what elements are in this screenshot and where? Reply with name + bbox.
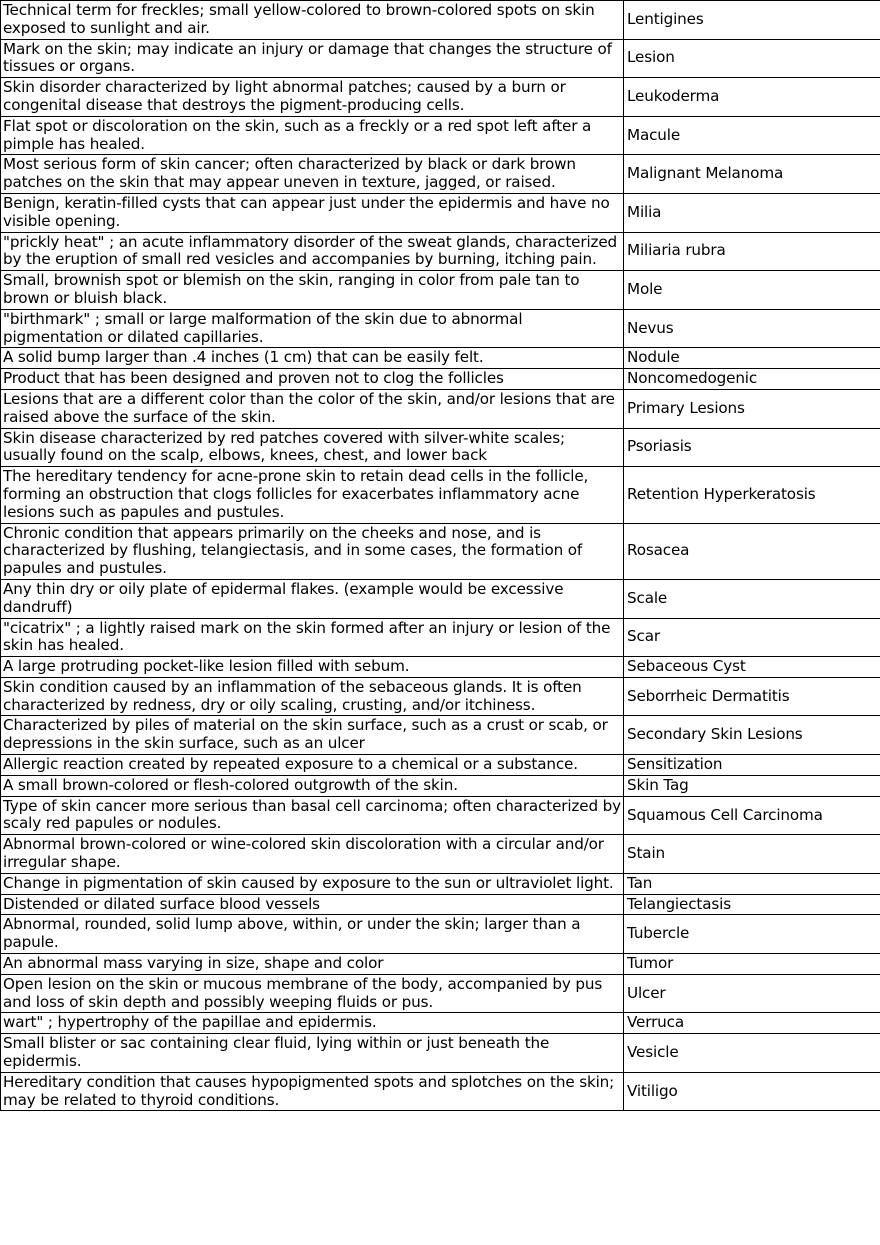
table-row	[1, 39, 880, 78]
table-row	[1, 775, 880, 796]
term-cell: Seborrheic Dermatitis	[624, 677, 880, 716]
table-row	[1, 389, 880, 428]
table-row	[1, 915, 880, 954]
term-cell: Nodule	[624, 348, 880, 369]
term-cell: Psoriasis	[624, 428, 880, 467]
definition-cell: Type of skin cancer more serious than basal cell carcinoma; often characterized by scaly red papules or nodules.	[1, 796, 624, 835]
term-cell: Telangiectasis	[624, 894, 880, 915]
table-row	[1, 835, 880, 874]
table-row	[1, 1034, 880, 1073]
table-row	[1, 873, 880, 894]
table-row	[1, 467, 880, 523]
table-row	[1, 894, 880, 915]
definition-cell: Characterized by piles of material on the skin surface, such as a crust or scab, or depressions in the skin surface, such as an ulcer	[1, 716, 624, 755]
table-row	[1, 579, 880, 618]
term-cell: Ulcer	[624, 974, 880, 1013]
table-row	[1, 155, 880, 194]
term-cell: Rosacea	[624, 523, 880, 579]
term-cell: Tumor	[624, 954, 880, 975]
term-cell: Primary Lesions	[624, 389, 880, 428]
term-cell: Vesicle	[624, 1034, 880, 1073]
term-cell: Miliaria rubra	[624, 232, 880, 271]
definition-cell: Flat spot or discoloration on the skin, such as a freckly or a red spot left after a pimple has healed.	[1, 116, 624, 155]
term-cell: Stain	[624, 835, 880, 874]
table-row	[1, 523, 880, 579]
definition-cell: Small blister or sac containing clear fluid, lying within or just beneath the epidermis.	[1, 1034, 624, 1073]
definition-cell: "prickly heat" ; an acute inflammatory disorder of the sweat glands, characterized by the eruption of small red vesicles and accompanies by burning, itching pain.	[1, 232, 624, 271]
definition-cell: Skin condition caused by an inflammation of the sebaceous glands. It is often characterized by redness, dry or oily scaling, crusting, and/or itchiness.	[1, 677, 624, 716]
term-cell: Lesion	[624, 39, 880, 78]
term-cell: Noncomedogenic	[624, 369, 880, 390]
term-cell: Skin Tag	[624, 775, 880, 796]
term-cell: Verruca	[624, 1013, 880, 1034]
term-cell: Macule	[624, 116, 880, 155]
table-row	[1, 796, 880, 835]
term-cell: Retention Hyperkeratosis	[624, 467, 880, 523]
glossary-body	[1, 1, 880, 1111]
term-cell: Mole	[624, 271, 880, 310]
term-cell: Tubercle	[624, 915, 880, 954]
definition-cell: Abnormal, rounded, solid lump above, within, or under the skin; larger than a papule.	[1, 915, 624, 954]
definition-cell: Product that has been designed and proven not to clog the follicles	[1, 369, 624, 390]
table-row	[1, 193, 880, 232]
definition-cell: Benign, keratin-filled cysts that can appear just under the epidermis and have no visible opening.	[1, 193, 624, 232]
definition-cell: A large protruding pocket-like lesion filled with sebum.	[1, 657, 624, 678]
definition-cell: A solid bump larger than .4 inches (1 cm) that can be easily felt.	[1, 348, 624, 369]
term-cell: Malignant Melanoma	[624, 155, 880, 194]
table-row	[1, 78, 880, 117]
term-cell: Scale	[624, 579, 880, 618]
definition-cell: Most serious form of skin cancer; often characterized by black or dark brown patches on the skin that may appear uneven in texture, jagged, or raised.	[1, 155, 624, 194]
table-row	[1, 954, 880, 975]
term-cell: Tan	[624, 873, 880, 894]
definition-cell: Open lesion on the skin or mucous membrane of the body, accompanied by pus and loss of skin depth and possibly weeping fluids or pus.	[1, 974, 624, 1013]
table-row	[1, 309, 880, 348]
term-cell: Leukoderma	[624, 78, 880, 117]
definition-cell: Lesions that are a different color than the color of the skin, and/or lesions that are raised above the surface of the skin.	[1, 389, 624, 428]
table-row	[1, 677, 880, 716]
table-row	[1, 348, 880, 369]
table-row	[1, 1, 880, 40]
table-row	[1, 974, 880, 1013]
definition-cell: An abnormal mass varying in size, shape and color	[1, 954, 624, 975]
definition-cell: Small, brownish spot or blemish on the skin, ranging in color from pale tan to brown or bluish black.	[1, 271, 624, 310]
definition-cell: Allergic reaction created by repeated exposure to a chemical or a substance.	[1, 755, 624, 776]
definition-cell: Mark on the skin; may indicate an injury or damage that changes the structure of tissues or organs.	[1, 39, 624, 78]
term-cell: Squamous Cell Carcinoma	[624, 796, 880, 835]
term-cell: Nevus	[624, 309, 880, 348]
definition-cell: Change in pigmentation of skin caused by exposure to the sun or ultraviolet light.	[1, 873, 624, 894]
term-cell: Vitiligo	[624, 1072, 880, 1111]
term-cell: Scar	[624, 618, 880, 657]
definition-cell: wart" ; hypertrophy of the papillae and epidermis.	[1, 1013, 624, 1034]
term-cell: Secondary Skin Lesions	[624, 716, 880, 755]
table-row	[1, 716, 880, 755]
term-cell: Sebaceous Cyst	[624, 657, 880, 678]
term-cell: Sensitization	[624, 755, 880, 776]
definition-cell: Skin disease characterized by red patches covered with silver-white scales; usually found on the scalp, elbows, knees, chest, and lower back	[1, 428, 624, 467]
term-cell: Milia	[624, 193, 880, 232]
definition-cell: Hereditary condition that causes hypopigmented spots and splotches on the skin; may be related to thyroid conditions.	[1, 1072, 624, 1111]
definition-cell: "cicatrix" ; a lightly raised mark on the skin formed after an injury or lesion of the skin has healed.	[1, 618, 624, 657]
table-row	[1, 755, 880, 776]
definition-cell: Any thin dry or oily plate of epidermal flakes. (example would be excessive dandruff)	[1, 579, 624, 618]
definition-cell: Chronic condition that appears primarily on the cheeks and nose, and is characterized by flushing, telangiectasis, and in some cases, the formation of papules and pustules.	[1, 523, 624, 579]
table-row	[1, 657, 880, 678]
table-row	[1, 1072, 880, 1111]
table-row	[1, 232, 880, 271]
table-row	[1, 116, 880, 155]
definition-cell: Skin disorder characterized by light abnormal patches; caused by a burn or congenital disease that destroys the pigment-producing cells.	[1, 78, 624, 117]
table-row	[1, 428, 880, 467]
term-cell: Lentigines	[624, 1, 880, 40]
definition-cell: Abnormal brown-colored or wine-colored skin discoloration with a circular and/or irregular shape.	[1, 835, 624, 874]
definition-cell: Distended or dilated surface blood vessels	[1, 894, 624, 915]
definition-cell: "birthmark" ; small or large malformation of the skin due to abnormal pigmentation or dilated capillaries.	[1, 309, 624, 348]
table-row	[1, 369, 880, 390]
definition-cell: Technical term for freckles; small yellow-colored to brown-colored spots on skin exposed to sunlight and air.	[1, 1, 624, 40]
table-row	[1, 1013, 880, 1034]
definition-cell: The hereditary tendency for acne-prone skin to retain dead cells in the follicle, forming an obstruction that clogs follicles for exacerbates inflammatory acne lesions such as papules and pustules.	[1, 467, 624, 523]
table-row	[1, 271, 880, 310]
table-row	[1, 618, 880, 657]
definition-cell: A small brown-colored or flesh-colored outgrowth of the skin.	[1, 775, 624, 796]
